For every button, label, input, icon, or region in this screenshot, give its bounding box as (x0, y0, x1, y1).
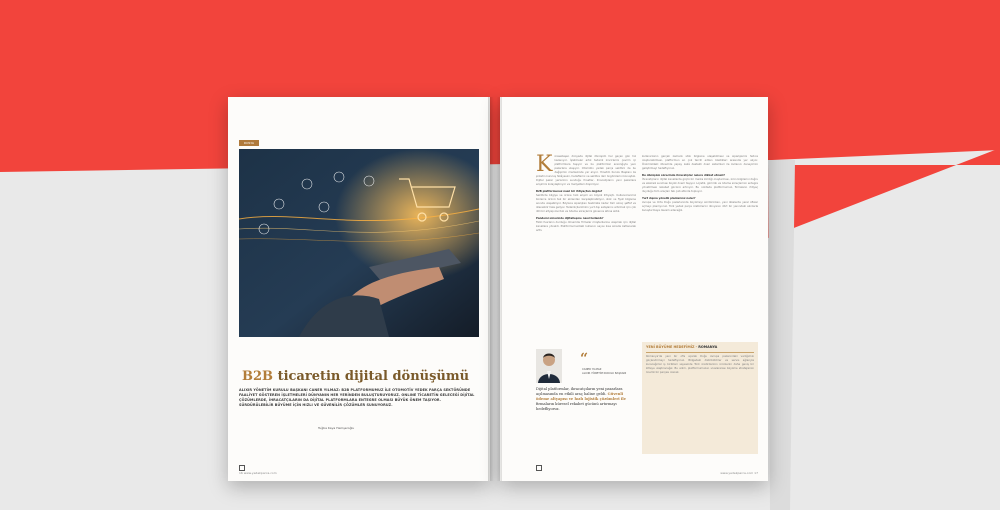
article-column-1 (536, 152, 636, 233)
article-headline (242, 369, 469, 384)
sidebar-box (642, 342, 758, 454)
article-deck: ALIXIR YÖNETİM KURULU BAŞKANI CANER YILMAZ: B2B PLATFORMUMUZ İLE OTOMOTİV YEDEK PARÇA SEKTÖRÜNDE FAALİYET GÖSTEREN İŞLETMELERİ DÜNYANIN HER YERİNDEN BULUŞTURUYORUZ. ONLINE TİCARETİN GELECEĞİ DİJİTAL ÇÖZÜMLERDE, İHRACATÇILARIN DA DİJİTAL PLATFORMLARA ENTEGRE OLMASI BÜYÜK ÖNEM TAŞIYOR. SÜRDÜRÜLEBİLİR BÜYÜME İÇİN HIZLI VE GÜVENİLİR ÇÖZÜMLER SUNUYORUZ. (239, 388, 475, 407)
dropcap: K (536, 152, 553, 177)
pull-quote-tail: firmaların küresel rekabet gücünü artırmayı hedefliyoruz. (536, 402, 617, 411)
question-1: B2B platformunuz nasıl bir ihtiyaçtan doğdu? (536, 190, 603, 193)
sidebar-title: YENİ BÜYÜME HEDEFİMİZ - ROMANYA (646, 345, 718, 349)
sidebar-divider (646, 352, 754, 353)
sidebar-title-country: ROMANYA (698, 345, 718, 349)
right-magazine-page (500, 97, 768, 481)
question-2: Pandemi sürecinde dijitalleşme nasıl hızlandı? (536, 217, 604, 220)
headline-rest: ticaretin dijital dönüşümü (277, 369, 470, 384)
answer-1: Sektörde bilgiye ve ürüne hızlı erişim en büyük ihtiyaçtı. Kullanıcılarımız binlerce ürünü tek bir ekrandan karşılaştırabiliyor, stok ve fiyat bilgisine anında ulaşabiliyor. Böylece siparişten teslimata kadar tüm süreç şeffaf ve izlenebilir hale geliyor. Tedarikçilerimizin yurt dışı satışlarını artırmak için çok dilli bir altyapı kurduk ve ödeme süreçlerini güvence altına aldık. (536, 194, 636, 213)
pull-quote (536, 387, 634, 412)
interviewee-caption (582, 368, 626, 375)
interviewee-title: ALIXIR YÖNETİM KURULU BAŞKANI (582, 371, 627, 375)
headline-word-b2b: B2B (242, 369, 274, 384)
left-page-footer: 16 www.yedekparca.com (239, 471, 277, 475)
hero-image-digital-commerce (239, 149, 479, 337)
interviewee-name: CANER YILMAZ (582, 368, 602, 371)
folio-icon (536, 465, 542, 471)
sidebar-title-main: YENİ BÜYÜME HEDEFİMİZ (646, 345, 695, 349)
article-column-2 (642, 155, 758, 213)
column-2-intro: kullanıcıların gerçek zamanlı stok bilgisine ulaşabilmesi ve siparişlerini hızlıca oluşturabilmesi, platformun en çok tercih edilen özellikleri arasında yer alıyor. Önümüzdeki dönemde yapay zekâ destekli öneri sistemleri ile kullanıcı deneyimini geliştirmeyi hedefliyoruz. (642, 155, 758, 170)
byline: Tuğba Kaya Hemşeroğlu (318, 426, 355, 430)
section-tag: DOSYA (239, 140, 259, 146)
left-magazine-page (228, 97, 490, 481)
answer-3: İhracatçıların dijital kanallarda güçlü bir marka kimliği oluşturması, ürün bilgilerini doğru ve eksiksiz sunması büyük önem taşıyor. Lojistik, gümrük ve ödeme süreçlerinin entegre yönetilmesi rekabet gücünü artırıyor. Bu noktada platformumuz, firmaların ihtiyaç duyduğu tüm araçları tek çatı altında topluyor. (642, 178, 758, 193)
pull-quote-highlight: Güvenli ödeme altyapısı ve hızlı lojistik çözümleri ile (536, 392, 626, 401)
magazine-spine (488, 97, 502, 481)
sidebar-text: Romanya'da yeni bir ofis açarak Doğu Avrupa pazarındaki varlığımızı güçlendirmeyi hedefliyoruz. Bölgedeki distribütörler ve servis ağlarıyla kuracağımız iş birlikleri sayesinde Türk üreticilerinin ürünlerini daha geniş bir kitleye ulaştıracağız. Bu adım, platformumuzun uluslararası büyüme stratejisinin önemli bir parçası olacak. (646, 355, 754, 374)
column-1-intro: üreselleşen dünyada dijital dönüşüm her geçen gün hız kazanıyor. İşletmeler artık tedarik zincirlerini çevrim içi platformlara taşıyor ve bu platformlar aracılığıyla yeni pazarlara ulaşıyor. Otomotiv yedek parça sektörü de bu değişimin merkezinde yer alıyor. Yönetim Kurulu Başkanı ile şirketin kuruluş hikâyesini, hedeflerini ve sektöre dair öngörülerini konuştuk. Dijital pazar yerlerinin sunduğu fırsatlar, ihracatçıların yeni pazarlara erişimini kolaylaştırıyor ve maliyetleri düşürüyor. (536, 155, 636, 186)
interviewee-portrait (536, 349, 562, 383)
answer-4: Avrupa ve Orta Doğu pazarlarında büyümeyi sürdürürken, yeni ülkelerde yerel ofisler açmayı planlıyoruz. Türk yedek parça üreticilerini dünyanın dört bir yanındaki alıcılarla buluşturmaya devam edeceğiz. (642, 201, 758, 212)
pull-quote-lead: Dijital platformlar, ihracatçıların yeni pazarlara açılmasında en etkili araç haline geldi. (536, 387, 623, 396)
right-page-footer: www.yedekparca.com 17 (720, 471, 758, 475)
question-4: Yurt dışına yönelik planlarınız neler? (642, 197, 696, 200)
quote-icon: “ (580, 351, 589, 367)
question-3: Bu dönüşüm sürecinde ihracatçılar nelere dikkat etmeli? (642, 174, 725, 177)
answer-2: Fiziki fuarların durduğu dönemde firmalar müşterilerine ulaşmak için dijital kanallara yöneldi. Platformumuzdaki kullanıcı sayısı kısa sürede katlanarak arttı. (536, 221, 636, 232)
